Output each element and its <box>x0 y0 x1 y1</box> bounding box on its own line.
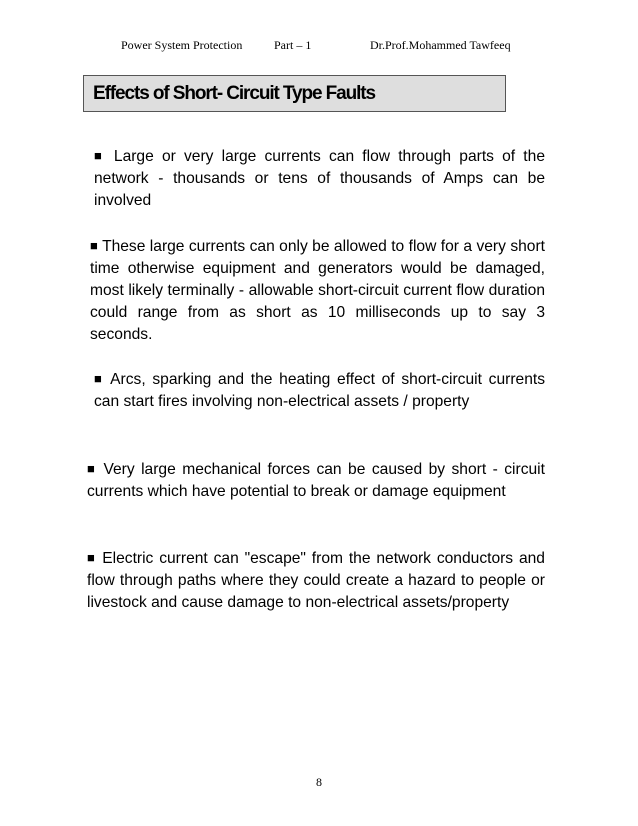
page-number: 8 <box>316 775 322 789</box>
bullet-paragraph-2 <box>90 236 545 346</box>
bullet-square-icon: ■ <box>94 371 105 386</box>
bullet-paragraph-3 <box>94 369 545 413</box>
bullet-square-icon: ■ <box>90 238 98 253</box>
paragraph-text: Large or very large currents can flow through parts of the network - thousands or tens of thousands of Amps can be involved <box>94 148 545 209</box>
bullet-paragraph-4 <box>87 459 545 503</box>
header-author: Dr.Prof.Mohammed Tawfeeq <box>370 38 511 52</box>
paragraph-text: Arcs, sparking and the heating effect of short-circuit currents can start fires involving non-electrical assets / property <box>94 371 545 410</box>
bullet-square-icon: ■ <box>87 461 97 476</box>
bullet-paragraph-1 <box>94 146 545 212</box>
header-subject: Power System Protection <box>121 38 243 52</box>
bullet-square-icon: ■ <box>87 550 97 565</box>
header-part: Part – 1 <box>274 38 312 52</box>
section-title-box <box>83 75 506 112</box>
section-title: Effects of Short- Circuit Type Faults <box>93 83 375 104</box>
paragraph-text: These large currents can only be allowed to flow for a very short time otherwise equipment and generators would be damaged, most likely terminally - allowable short-circuit current flow duration could range from as short as 10 milliseconds up to say 3 seconds. <box>90 238 545 343</box>
paragraph-text: Very large mechanical forces can be caused by short - circuit currents which have potential to break or damage equipment <box>87 461 545 500</box>
bullet-paragraph-5 <box>87 548 545 614</box>
paragraph-text: Electric current can "escape" from the network conductors and flow through paths where they could create a hazard to people or livestock and cause damage to non-electrical assets/property <box>87 550 545 611</box>
page-header <box>0 38 638 54</box>
bullet-square-icon: ■ <box>94 148 106 163</box>
